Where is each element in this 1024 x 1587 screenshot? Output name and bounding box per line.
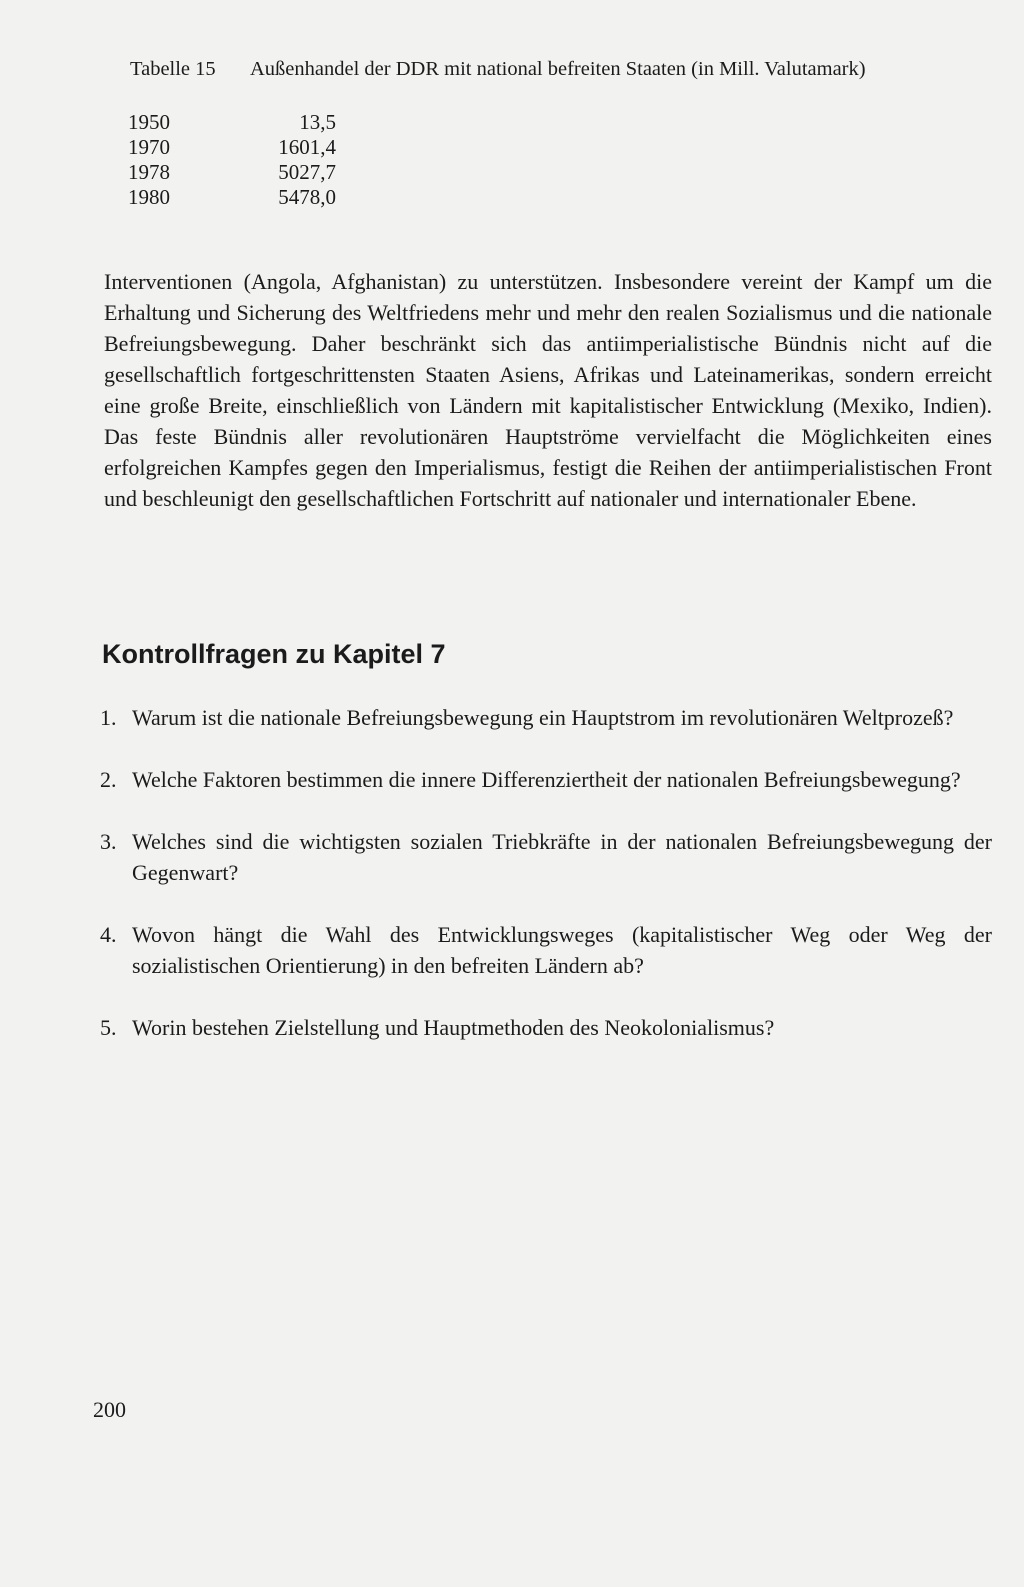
question-list	[100, 702, 992, 1074]
question-text: Welches sind die wichtigsten sozialen Triebkräfte in der nationalen Befreiungsbewegung der Gegenwart?	[132, 829, 992, 885]
question-text: Worin bestehen Zielstellung und Hauptmethoden des Neokolonialismus?	[132, 1015, 775, 1040]
table-cell-year: 1950	[128, 110, 170, 134]
question-number: 4.	[100, 922, 117, 947]
question-number: 5.	[100, 1015, 117, 1040]
question-item	[100, 702, 992, 733]
table-title: Außenhandel der DDR mit national befreiten Staaten (in Mill. Valutamark)	[250, 58, 866, 80]
table-cell-value: 13,5	[299, 110, 336, 134]
question-text: Welche Faktoren bestimmen die innere Differenziertheit der nationalen Befreiungsbewegung?	[132, 767, 961, 792]
question-text: Wovon hängt die Wahl des Entwicklungsweges (kapitalistischer Weg oder Weg der sozialistischen Orientierung) in den befreiten Ländern ab?	[132, 922, 992, 978]
table-cell-value: 5478,0	[278, 185, 336, 209]
table-row	[128, 185, 336, 210]
table-cell-value: 5027,7	[278, 160, 336, 184]
question-item	[100, 919, 992, 981]
page-number: 200	[93, 1397, 126, 1422]
question-number: 2.	[100, 767, 117, 792]
trade-table	[128, 110, 336, 210]
table-cell-year: 1980	[128, 185, 170, 209]
question-item	[100, 764, 992, 795]
table-row	[128, 135, 336, 160]
question-text: Warum ist die nationale Befreiungsbewegung ein Hauptstrom im revolutionären Weltprozeß?	[132, 705, 954, 730]
question-number: 1.	[100, 705, 117, 730]
section-heading: Kontrollfragen zu Kapitel 7	[102, 639, 446, 669]
question-item	[100, 826, 992, 888]
table-cell-value: 1601,4	[278, 135, 336, 159]
question-number: 3.	[100, 829, 117, 854]
table-cell-year: 1970	[128, 135, 170, 159]
body-paragraph: Interventionen (Angola, Afghanistan) zu unterstützen. Insbesondere vereint der Kampf um die Erhaltung und Sicherung des Weltfriedens mehr und mehr den realen Sozialismus und die nationale Befreiungsbewegung. Daher beschränkt sich das antiimperialistische Bündnis nicht auf die gesellschaftlich fortgeschrittensten Staaten Asiens, Afrikas und Lateinamerikas, sondern erreicht eine große Breite, einschließlich von Ländern mit kapitalistischer Entwicklung (Mexiko, Indien). Das feste Bündnis aller revolutionären Hauptströme vervielfacht die Möglichkeiten eines erfolgreichen Kampfes gegen den Imperialismus, festigt die Reihen der antiimperialistischen Front und beschleunigt den gesellschaftlichen Fortschritt auf nationaler und internationaler Ebene.	[104, 269, 992, 511]
table-caption	[130, 58, 866, 81]
table-cell-year: 1978	[128, 160, 170, 184]
table-row	[128, 160, 336, 185]
table-label: Tabelle 15	[130, 58, 216, 80]
table-row	[128, 110, 336, 135]
question-item	[100, 1012, 992, 1043]
